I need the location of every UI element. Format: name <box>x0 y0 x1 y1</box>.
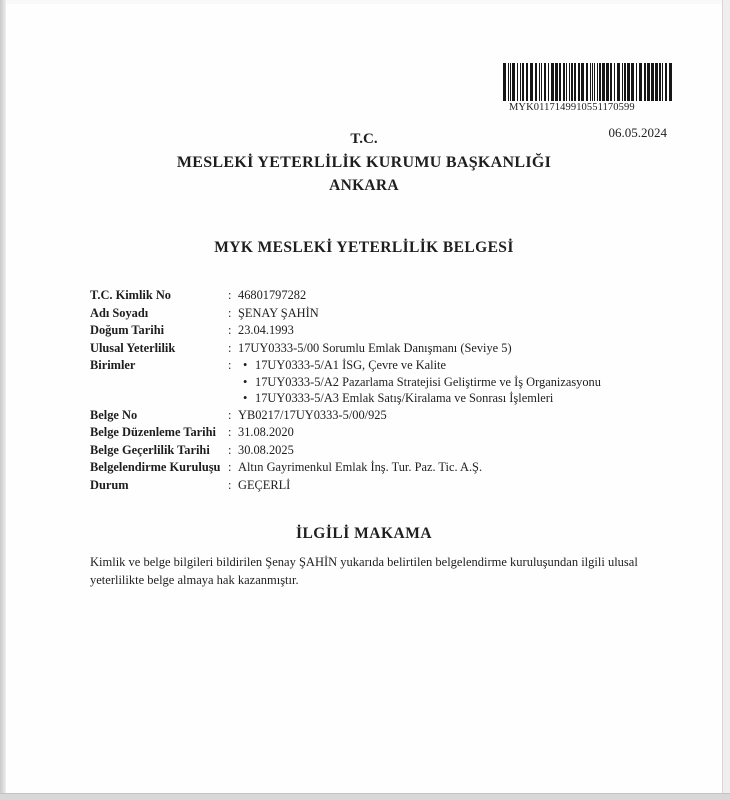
field-row-tc-kimlik-no <box>90 287 695 305</box>
bullet-icon: • <box>243 374 248 389</box>
page-edge-right <box>722 0 730 800</box>
field-value: 31.08.2020 <box>238 425 294 439</box>
field-label: Belgelendirme Kuruluşu <box>90 460 221 474</box>
field-value: Altın Gayrimenkul Emlak İnş. Tur. Paz. Tic. A.Ş. <box>238 460 483 474</box>
field-label: Adı Soyadı <box>90 305 149 320</box>
field-label: Belge Geçerlilik Tarihi <box>90 442 210 457</box>
field-row-belge-no <box>90 407 695 425</box>
colon-separator: : <box>228 460 232 474</box>
addressee-paragraph <box>90 553 665 589</box>
letterhead <box>6 128 722 197</box>
certificate-fields <box>90 287 695 494</box>
field-row-ulusal-yeterlilik <box>90 340 695 358</box>
colon-separator: : <box>228 305 232 320</box>
barcode-image <box>503 63 673 101</box>
certificate-document <box>6 4 722 793</box>
field-row-belge-duzenleme-tarihi <box>90 424 695 442</box>
field-label: Birimler <box>90 358 136 372</box>
addressee-line: yeterlilikte belge almaya hak kazanmıştır. <box>90 573 299 587</box>
field-value: 17UY0333-5/00 Sorumlu Emlak Danışmanı (Seviye 5) <box>238 340 512 355</box>
addressee-heading: İLGİLİ MAKAMA <box>295 525 433 542</box>
unit-list <box>238 357 695 407</box>
colon-separator: : <box>228 442 232 457</box>
letterhead-institution: MESLEKİ YETERLİLİK KURUMU BAŞKANLIĞI <box>176 154 552 171</box>
field-row-belgelendirme-kurulusu <box>90 459 695 477</box>
unit-text: 17UY0333-5/A3 Emlak Satış/Kiralama ve Sonrası İşlemleri <box>255 391 554 405</box>
addressee-line: Kimlik ve belge bilgileri bildirilen Şenay ŞAHİN yukarıda belirtilen belgelendirme kuruluşundan ilgili ulusal <box>90 555 638 569</box>
unit-list-item <box>238 390 695 407</box>
field-label: Doğum Tarihi <box>90 323 165 337</box>
colon-separator: : <box>228 407 232 422</box>
field-label: Ulusal Yeterlilik <box>90 340 176 355</box>
unit-text: 17UY0333-5/A1 İSG, Çevre ve Kalite <box>255 358 446 372</box>
unit-text: 17UY0333-5/A2 Pazarlama Stratejisi Geliştirme ve İş Organizasyonu <box>255 374 601 389</box>
unit-list-item <box>238 357 695 374</box>
field-label: Belge No <box>90 407 138 422</box>
field-row-birimler <box>90 357 695 407</box>
colon-separator: : <box>228 340 232 355</box>
unit-list-item <box>238 374 695 391</box>
colon-separator: : <box>228 425 232 439</box>
letterhead-tc: T.C. <box>350 131 378 147</box>
colon-separator: : <box>228 323 232 337</box>
letterhead-city: ANKARA <box>329 177 399 194</box>
field-value: GEÇERLİ <box>238 477 291 492</box>
field-label: Durum <box>90 477 129 492</box>
barcode-number: MYK0117149910551170599 <box>509 102 635 113</box>
barcode-block <box>503 63 675 113</box>
field-label: Belge Düzenleme Tarihi <box>90 425 216 439</box>
field-value: ŞENAY ŞAHİN <box>238 305 319 320</box>
field-value: 30.08.2025 <box>238 442 294 457</box>
colon-separator: : <box>228 358 232 372</box>
field-value: YB0217/17UY0333-5/00/925 <box>238 407 387 422</box>
page-edge-bottom <box>0 793 730 800</box>
document-title: MYK MESLEKİ YETERLİLİK BELGESİ <box>214 239 514 256</box>
field-row-durum <box>90 477 695 495</box>
field-value: 46801797282 <box>238 288 307 302</box>
field-row-dogum-tarihi <box>90 322 695 340</box>
colon-separator: : <box>228 477 232 492</box>
document-date: 06.05.2024 <box>608 125 667 140</box>
field-row-adi-soyadi <box>90 305 695 323</box>
field-row-belge-gecerlilik-tarihi <box>90 442 695 460</box>
bullet-icon: • <box>243 391 248 405</box>
colon-separator: : <box>228 288 232 302</box>
field-label: T.C. Kimlik No <box>90 288 172 302</box>
field-value: 23.04.1993 <box>238 323 294 337</box>
field-value <box>238 357 695 407</box>
bullet-icon: • <box>243 358 248 372</box>
